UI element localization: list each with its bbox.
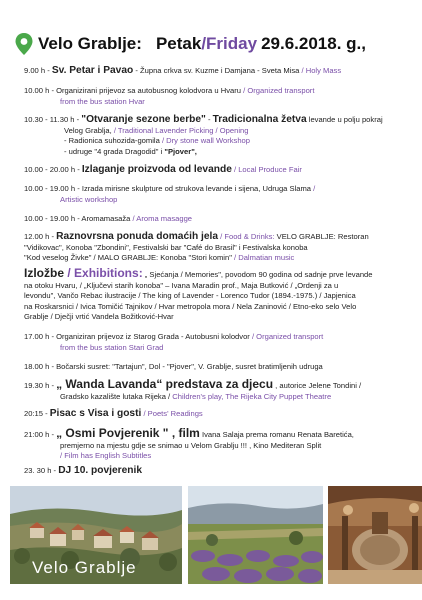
event-translation: Artistic workshop [60, 194, 118, 204]
event-translation: / Dalmatian music [234, 253, 295, 263]
event-description: VELO GRABLJE: Restoran [274, 232, 369, 241]
location-pin-icon [14, 32, 34, 56]
photo-wine-cellar [328, 486, 422, 584]
event-time: 12.00 h - [24, 232, 57, 241]
event-title: DJ 10. povjerenik [58, 465, 143, 476]
event-title: Tradicionalna žetva [212, 114, 307, 125]
schedule-item [24, 214, 416, 225]
event-title: „ Wanda Lavanda“ predstava za djecu [56, 377, 274, 391]
schedule-item [24, 362, 416, 373]
schedule-item: 19.30 h - „ Wanda Lavanda“ predstava za djecu , autorice Jelene Tondini / Gradsko kazalište lutaka Rijeka / Children's play, The Rijeka City Puppet Theatre [24, 377, 362, 401]
event-title: Izlaganje proizvoda od levande [81, 164, 232, 175]
event-description: Ivana Salaja prema romanu Renata Baretića, [199, 430, 354, 439]
event-title: Raznovrsna ponuda domaćih jela [56, 231, 218, 242]
event-time: 23. 30 h - [24, 466, 59, 475]
photo-caption: Velo Grablje [32, 558, 137, 577]
event-translation: / Food & Drinks: [218, 232, 275, 241]
event-title: "Otvaranje sezone berbe" [81, 114, 206, 125]
event-time: 10.00 - 20.00 h - [24, 165, 82, 174]
event-time: 10.30 - 11.30 h - [24, 115, 82, 124]
event-title: Pisac s Visa i gosti [49, 408, 142, 419]
event-translation: / Organized transport [243, 86, 315, 95]
event-title: Sv. Petar i Pavao [51, 65, 134, 76]
event-translation: / Poets' Readings [141, 409, 203, 418]
schedule-item [24, 466, 416, 477]
event-translation: from the bus station Hvar [60, 96, 145, 106]
event-time: 9.00 h - [24, 66, 52, 75]
schedule-item [24, 332, 416, 353]
schedule-item: 21:00 h - „ Osmi Povjerenik " , film Ivana Salaja prema romanu Renata Baretića, premjerno na mjestu gdje se snimao u Velom Grablju !!! , Kino Mediteran Split / Film has English Subtitles [24, 428, 416, 462]
schedule-item: 10.00 - 19.00 h - Izrada mirisne skulpture od strukova levande i sijena, Udruga Slama / Artistic workshop [24, 184, 416, 205]
event-time: 18.00 h - [24, 362, 57, 371]
event-title: Izložbe [24, 266, 65, 280]
event-translation: / Aroma masagge [132, 214, 193, 223]
event-description: Organiziran prijevoz iz Starog Grada - Autobusni kolodvor [56, 332, 252, 341]
page-header [14, 26, 414, 62]
day-slash: / [201, 34, 207, 53]
event-time: 19.30 h - [24, 381, 57, 390]
event-translation: / Dry stone wall Workshop [161, 136, 250, 146]
event-description: „ Sjećanja / Memories", povodom 90 godina od sadnje prve levande [142, 270, 373, 279]
event-time: 10.00 - 19.00 h - [24, 184, 82, 193]
event-time: 10.00 - 19.00 h - [24, 214, 82, 223]
day-name: Petak [155, 34, 202, 53]
schedule-item [24, 66, 416, 77]
photo-lavender-field [188, 486, 323, 584]
event-time: 20:15 - [24, 409, 50, 418]
photo-village [10, 486, 182, 584]
event-description: - Župna crkva sv. Kuzme i Damjana - Sveta Misa [133, 66, 302, 75]
event-description: , autorice Jelene Tondini / [273, 381, 362, 390]
schedule-item: Izložbe / Exhibitions: „ Sjećanja / Memories", povodom 90 godina od sadnje prve levande na otoku Hvaru, / „Ključevi starih konoba" – Ivana Maradin prof., Maja Butković / „Ordenji za u levondu", Vančo Rebac ilustracije / The king of Lavender - Lorenco Tudor (1894.-1975.) / Japjenica na Roskarsnici / Ivica Tomičić Tajnikov / Hvar metropola mora / Nela Zaninović / Etno-eko selo Velo Grablje / Dječji vrtić Vandela Božitković-Hvar [24, 266, 373, 322]
schedule-item [24, 409, 416, 420]
event-description: Bočarski susret: "Tartajun", Dol - "Pjover", V. Grablje, susret bratimljenih udruga [56, 362, 323, 371]
event-translation: / Film has English Subtitles [60, 451, 152, 461]
event-translation: / Organized transport [251, 332, 324, 341]
schedule-item: 12.00 h - Raznovrsna ponuda domaćih jela / Food & Drinks: VELO GRABLJE: Restoran "Vidikovac", Konoba "Zbondini", Festivalski bar "Café do Brasil" i Festivalska konoba "Kod veselog Živke" / MALO GRABLJE: Konoba "Stori komin" / Dalmatian music [24, 231, 369, 263]
event-translation: Children's play, The Rijeka City Puppet Theatre [172, 391, 332, 401]
event-description: Izrada mirisne skulpture od strukova levande i sijena, Udruga Slama [81, 184, 314, 193]
event-time: 17.00 h - [24, 332, 57, 341]
schedule-item: 10.30 - 11.30 h - "Otvaranje sezone berbe" - Tradicionalna žetva levande u polju pokraj Velog Grablja, / Traditional Lavender Picking / Opening - Radionica suhozida-gomila / Dry stone wall Workshop - udruge "4 grada Dragodid" i "Pjover", [24, 114, 383, 156]
event-time: 21:00 h - [24, 430, 57, 439]
day-name-english: Friday [206, 34, 258, 53]
schedule-item [24, 86, 416, 107]
event-translation: / Holy Mass [301, 66, 342, 75]
event-description: levande u polju pokraj [306, 115, 383, 124]
schedule-item [24, 165, 416, 176]
event-translation: / Exhibitions: [64, 266, 143, 280]
event-description: Organizirani prijevoz sa autobusnog kolodvora u Hvaru [56, 86, 244, 95]
photo-strip [10, 486, 422, 584]
event-description: Aromamasaža [81, 214, 133, 223]
event-translation: from the bus station Stari Grad [60, 342, 164, 352]
event-title: „ Osmi Povjerenik " , film [56, 426, 200, 440]
event-translation: / Local Produce Fair [231, 165, 302, 174]
event-date: 29.6.2018. g., [261, 34, 366, 53]
event-translation: / Traditional Lavender Picking / Opening [113, 125, 249, 135]
event-time: 10.00 h - [24, 86, 57, 95]
place-name: Velo Grablje: [38, 34, 142, 53]
